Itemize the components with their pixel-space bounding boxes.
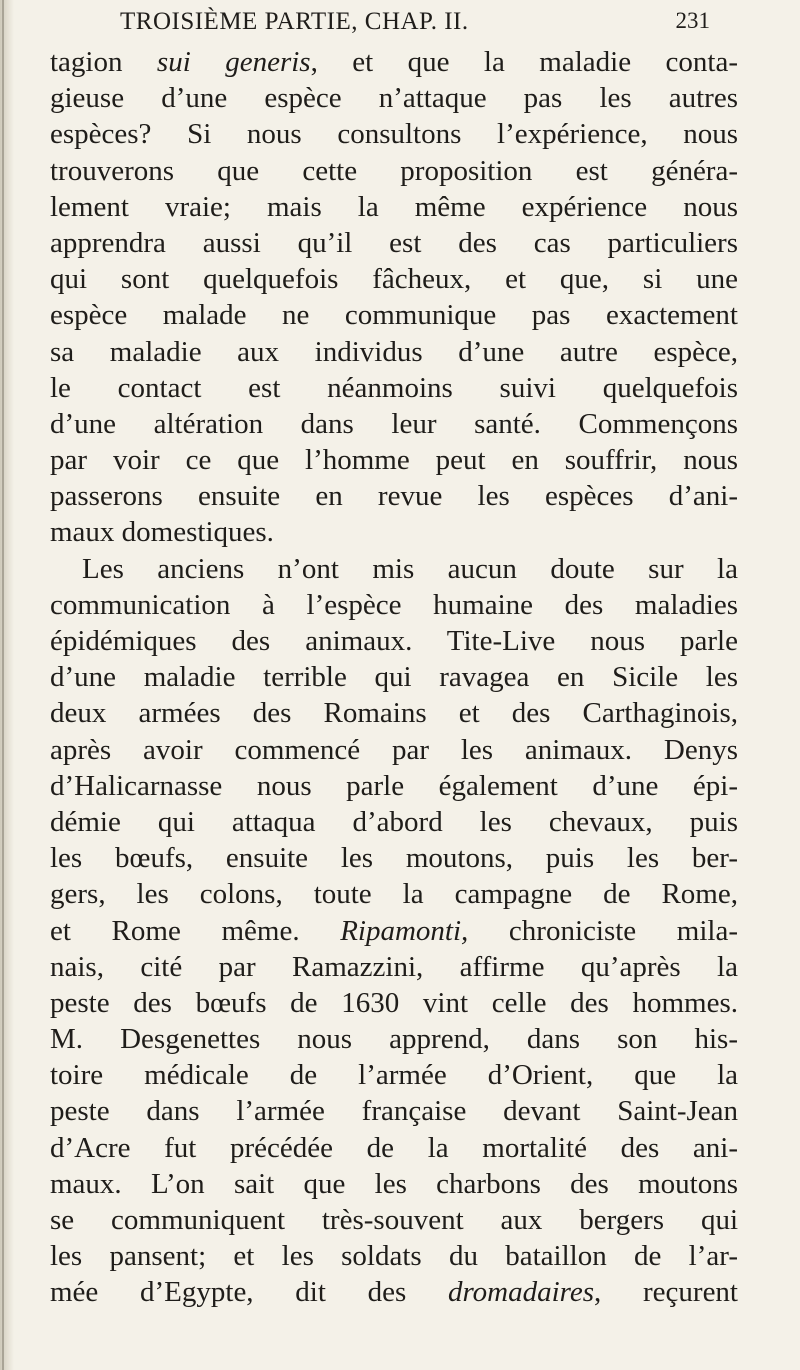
- text-line: [50, 370, 738, 406]
- text-fragment: les bœufs, ensuite les moutons, puis les ber-: [50, 842, 738, 875]
- text-line: [50, 587, 738, 623]
- text-line: [50, 189, 738, 225]
- text-fragment: gieuse d’une espèce n’attaque pas les autres: [50, 82, 738, 115]
- text-line: [50, 297, 738, 333]
- text-fragment: épidémiques des animaux. Tite-Live nous parle: [50, 625, 738, 657]
- text-fragment: passerons ensuite en revue les espèces d’ani-: [50, 480, 738, 513]
- text-fragment: espèce malade ne communique pas exactement: [50, 299, 738, 332]
- text-line: [50, 334, 738, 370]
- text-fragment: et Rome même.: [50, 914, 341, 947]
- text-fragment: gers, les colons, toute la campagne de Rome,: [50, 878, 738, 911]
- running-title: TROISIÈME PARTIE, CHAP. II.: [120, 8, 469, 35]
- text-fragment: Les anciens n’ont mis aucun doute sur la: [82, 552, 738, 585]
- text-fragment: trouverons que cette proposition est généra-: [50, 154, 738, 187]
- text-line: [50, 44, 738, 80]
- text-line: [50, 840, 738, 876]
- text-line: [50, 985, 738, 1021]
- text-fragment: peste dans l’armée française devant Saint-Jean: [50, 1095, 738, 1128]
- text-fragment: deux armées des Romains et des Carthaginois,: [50, 697, 738, 730]
- text-fragment: chroniciste mila-: [468, 914, 738, 947]
- text-fragment: maux domestiques.: [50, 516, 274, 549]
- text-line: [50, 913, 738, 949]
- text-fragment: le contact est néanmoins suivi quelquefois: [50, 371, 738, 404]
- text-fragment: , et que la maladie conta-: [310, 46, 738, 78]
- text-line: [50, 1238, 738, 1274]
- text-line: [50, 478, 738, 514]
- text-line: [50, 1166, 738, 1202]
- text-fragment: d’Acre fut précédée de la mortalité des ani-: [50, 1131, 738, 1164]
- text-fragment: après avoir commencé par les animaux. Denys: [50, 733, 738, 766]
- text-fragment: tagion: [50, 46, 157, 78]
- text-line: [50, 1274, 738, 1310]
- text-fragment: lement vraie; mais la même expérience nous: [50, 190, 738, 223]
- text-fragment: démie qui attaqua d’abord les chevaux, puis: [50, 805, 738, 838]
- text-line: [50, 1057, 738, 1093]
- text-line: [50, 442, 738, 478]
- text-line: [50, 225, 738, 261]
- text-fragment: communication à l’espèce humaine des maladies: [50, 588, 738, 621]
- text-line: [50, 732, 738, 768]
- text-line: [50, 768, 738, 804]
- text-line: [50, 1130, 738, 1166]
- text-fragment: mée d’Egypte, dit des: [50, 1276, 448, 1309]
- text-fragment: d’Halicarnasse nous parle également d’une épi-: [50, 769, 738, 802]
- text-line: [50, 695, 738, 731]
- text-fragment: espèces? Si nous consultons l’expérience, nous: [50, 118, 738, 151]
- text-line: [50, 153, 738, 189]
- page-binding-line: [2, 0, 4, 1370]
- text-line: [50, 1093, 738, 1129]
- italic-text: dromadaires: [447, 1276, 595, 1309]
- page-number: 231: [675, 8, 710, 33]
- text-fragment: qui sont quelquefois fâcheux, et que, si une: [50, 263, 738, 296]
- text-line: [50, 1202, 738, 1238]
- text-line: [50, 876, 738, 912]
- italic-text: sui generis: [156, 46, 311, 78]
- body-text: [50, 44, 738, 1311]
- text-line: [50, 551, 738, 587]
- text-line: [50, 949, 738, 985]
- text-line: [50, 406, 738, 442]
- text-line: [50, 804, 738, 840]
- text-fragment: sa maladie aux individus d’une autre espèce,: [50, 335, 738, 368]
- text-line: [50, 261, 738, 297]
- text-fragment: apprendra aussi qu’il est des cas particuliers: [50, 226, 738, 259]
- text-line: [50, 659, 738, 695]
- text-line: [50, 1021, 738, 1057]
- text-fragment: peste des bœufs de 1630 vint celle des hommes.: [50, 986, 738, 1019]
- text-fragment: , reçurent: [594, 1276, 738, 1309]
- text-fragment: d’une altération dans leur santé. Commençons: [50, 407, 738, 440]
- text-fragment: maux. L’on sait que les charbons des moutons: [50, 1167, 738, 1200]
- text-fragment: se communiquent très-souvent aux bergers qui: [50, 1204, 738, 1236]
- text-line: [50, 514, 738, 550]
- text-fragment: par voir ce que l’homme peut en souffrir, nous: [50, 444, 738, 477]
- text-line: [50, 116, 738, 152]
- text-fragment: d’une maladie terrible qui ravagea en Sicile les: [50, 661, 738, 694]
- text-line: [50, 623, 738, 659]
- italic-text: Ripamonti,: [340, 914, 469, 947]
- text-fragment: les pansent; et les soldats du bataillon de l’ar-: [50, 1240, 738, 1273]
- text-fragment: M. Desgenettes nous apprend, dans son his-: [50, 1023, 738, 1056]
- text-fragment: nais, cité par Ramazzini, affirme qu’après la: [50, 950, 738, 983]
- text-fragment: toire médicale de l’armée d’Orient, que la: [50, 1059, 738, 1092]
- text-line: [50, 80, 738, 116]
- running-head: [120, 8, 710, 46]
